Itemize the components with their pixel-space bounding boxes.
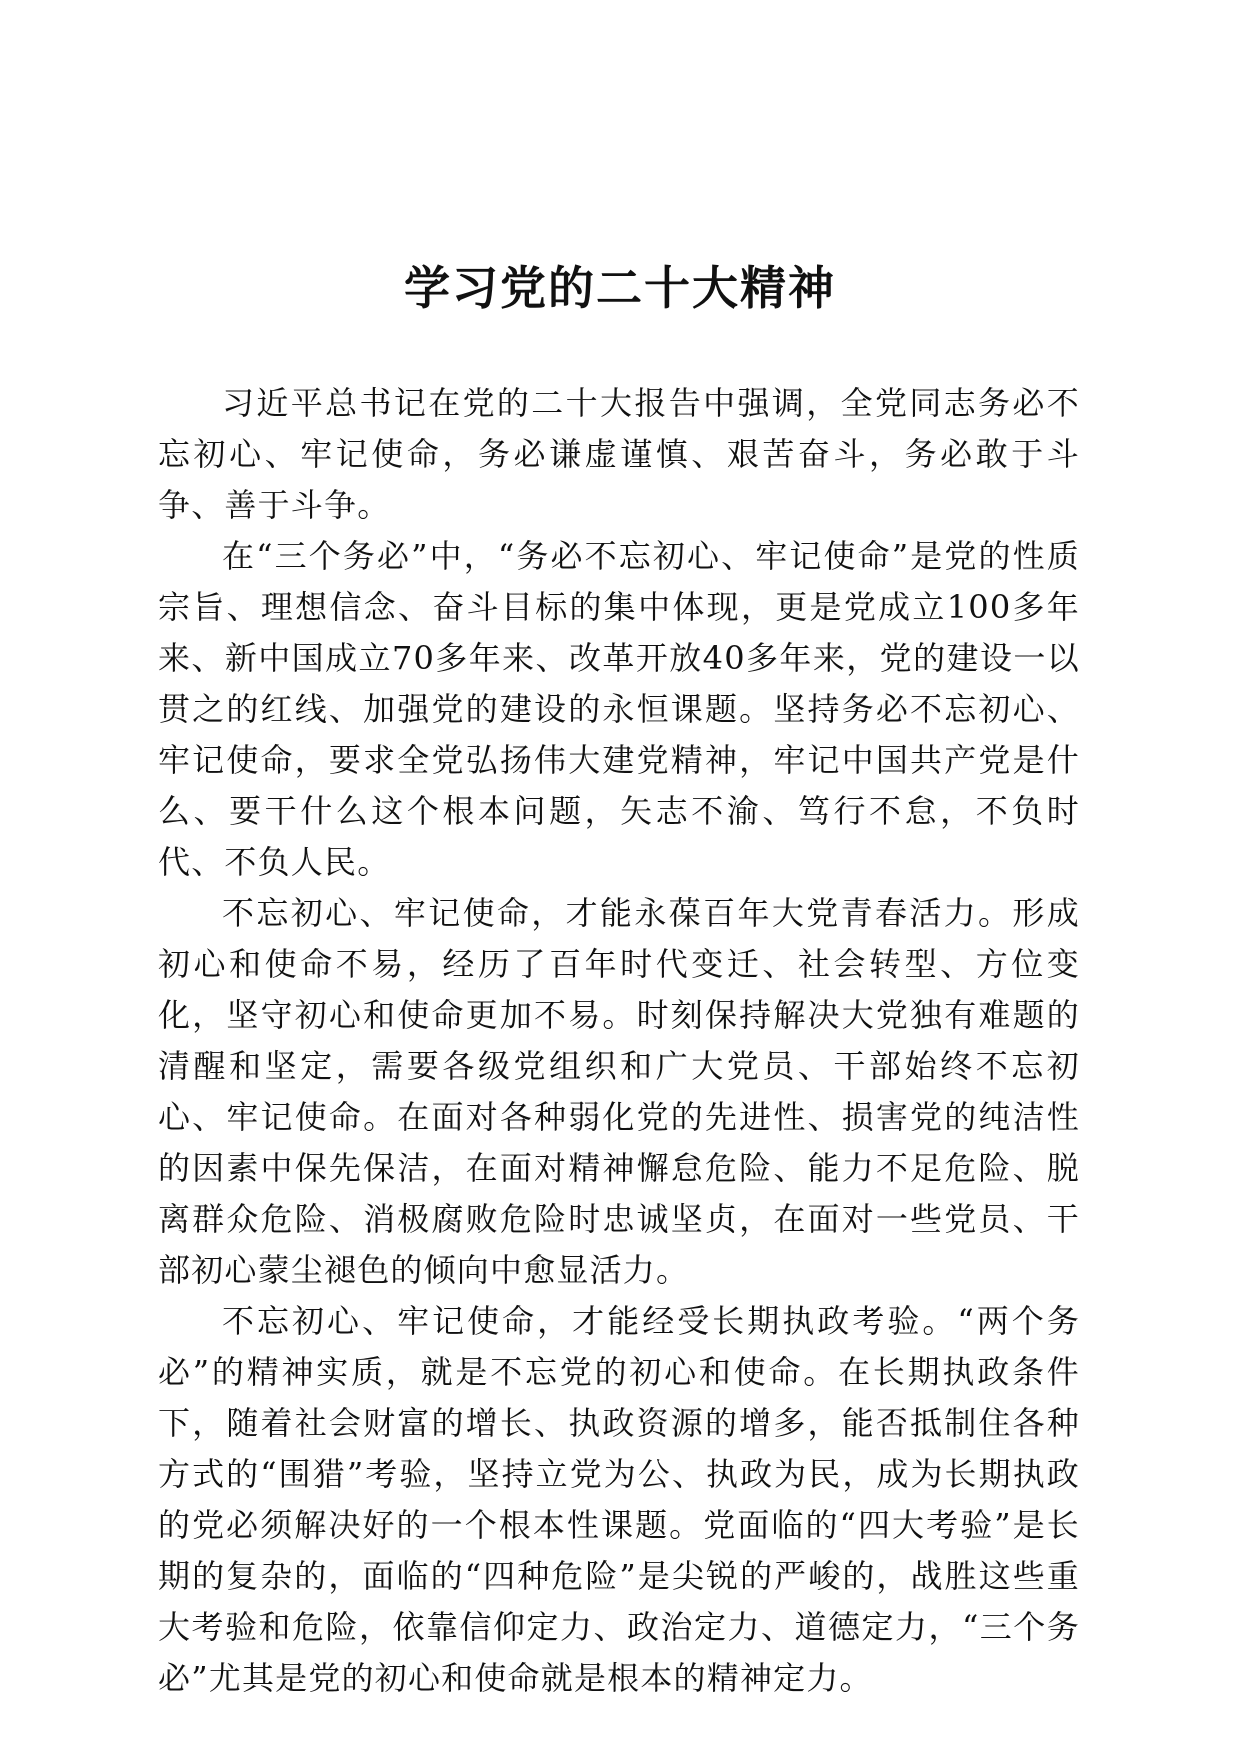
document-title: 学习党的二十大精神 [404,261,836,315]
paragraph: 在“三个务必”中，“务必不忘初心、牢记使命”是党的性质宗旨、理想信念、奋斗目标的集中体现，更是党成立100多年来、新中国成立70多年来、改革开放40多年来，党的建设一以贯之的红线、加强党的建设的永恒课题。坚持务必不忘初心、牢记使命，要求全党弘扬伟大建党精神，牢记中国共产党是什么、要干什么这个根本问题，矢志不渝、笃行不怠，不负时代、不负人民。 [158,537,1080,881]
paragraph: 不忘初心、牢记使命，才能经受长期执政考验。“两个务必”的精神实质，就是不忘党的初心和使命。在长期执政条件下，随着社会财富的增长、执政资源的增多，能否抵制住各种方式的“围猎”考验，坚持立党为公、执政为民，成为长期执政的党必须解决好的一个根本性课题。党面临的“四大考验”是长期的复杂的，面临的“四种危险”是尖锐的严峻的，战胜这些重大考验和危险，依靠信仰定力、政治定力、道德定力，“三个务必”尤其是党的初心和使命就是根本的精神定力。 [158,1302,1080,1697]
document-body [158,378,1080,1704]
paragraph: 习近平总书记在党的二十大报告中强调，全党同志务必不忘初心、牢记使命，务必谦虚谨慎、艰苦奋斗，务必敢于斗争、善于斗争。 [158,384,1080,524]
paragraph: 不忘初心、牢记使命，才能永葆百年大党青春活力。形成初心和使命不易，经历了百年时代变迁、社会转型、方位变化，坚守初心和使命更加不易。时刻保持解决大党独有难题的清醒和坚定，需要各级党组织和广大党员、干部始终不忘初心、牢记使命。在面对各种弱化党的先进性、损害党的纯洁性的因素中保先保洁，在面对精神懈怠危险、能力不足危险、脱离群众危险、消极腐败危险时忠诚坚贞，在面对一些党员、干部初心蒙尘褪色的倾向中愈显活力。 [158,894,1080,1289]
